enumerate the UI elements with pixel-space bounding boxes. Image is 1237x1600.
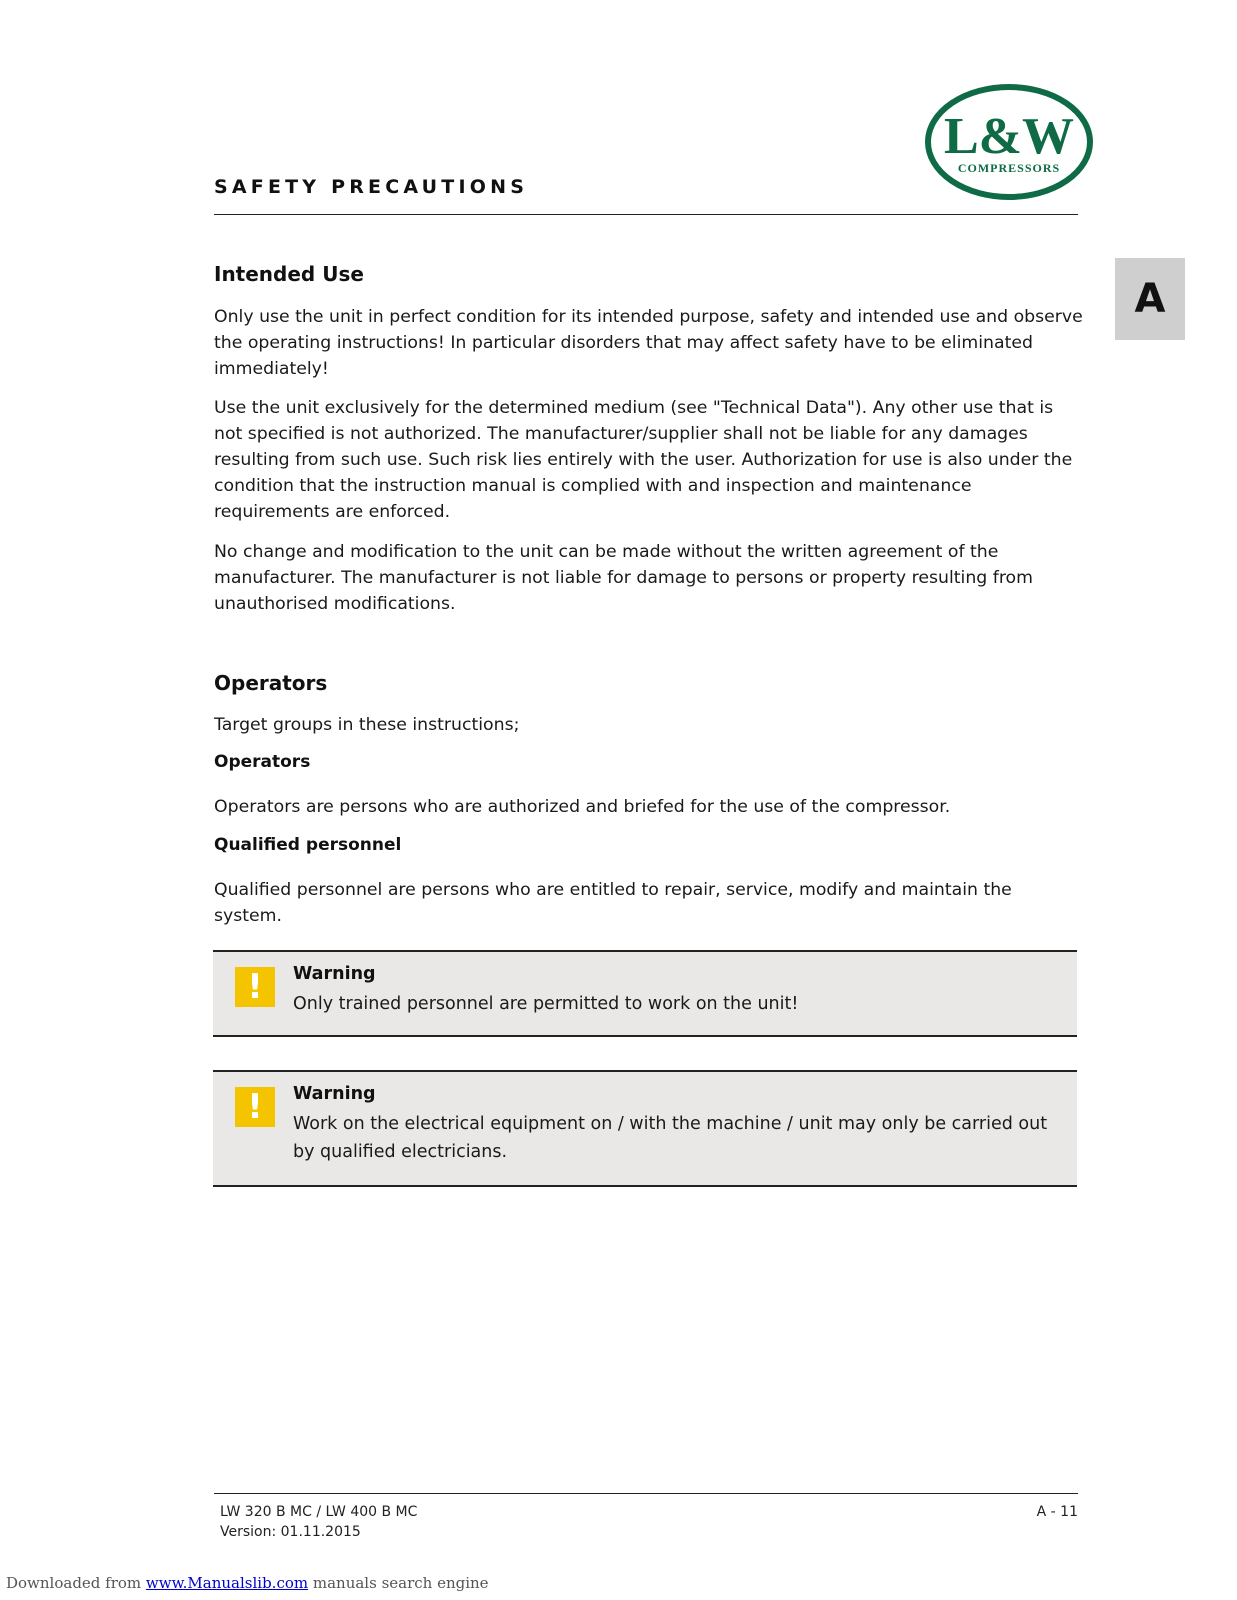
intended-use-paragraph-3: No change and modification to the unit can be made without the written agreement of the manufacturer. The manufacturer is not liable for damage to persons or property resulting from unauthorised modifications. [214, 542, 1033, 614]
warning-text: Only trained personnel are permitted to work on the unit! [293, 994, 799, 1014]
warning-box-2 [213, 1070, 1077, 1187]
operators-text: Operators are persons who are authorized and briefed for the use of the compressor. [214, 797, 951, 817]
qualified-subheading-wrap [214, 835, 1084, 855]
page-number: A - 11 [1036, 1504, 1078, 1520]
intended-use-heading: Intended Use [214, 262, 364, 286]
lw-compressors-logo [924, 83, 1094, 201]
warning-icon: ! [235, 1087, 275, 1127]
intended-use-paragraph-2-wrap [214, 395, 1084, 525]
operators-heading: Operators [214, 671, 328, 695]
warning-title: Warning [293, 964, 376, 984]
download-suffix: manuals search engine [308, 1574, 489, 1592]
manualslib-link[interactable]: www.Manualslib.com [145, 1574, 309, 1592]
qualified-personnel-subheading: Qualified personnel [214, 835, 402, 855]
warning-text: Work on the electrical equipment on / with the machine / unit may only be carried out by qualified electricians. [293, 1114, 1048, 1162]
operators-intro: Target groups in these instructions; [214, 715, 520, 735]
footer-version: Version: 01.11.2015 [220, 1524, 361, 1540]
logo-main-text: L&W [944, 108, 1074, 165]
chapter-tab: A [1115, 258, 1185, 340]
warning-title: Warning [293, 1084, 376, 1104]
download-prefix: Downloaded from [6, 1574, 146, 1592]
operators-section [214, 671, 1084, 695]
warning-icon: ! [235, 967, 275, 1007]
intended-use-paragraph-1: Only use the unit in perfect condition for its intended purpose, safety and intended use and observe the operating instructions! In particular disorders that may affect safety have to be eliminated immediately! [214, 307, 1083, 379]
section-title: SAFETY PRECAUTIONS [214, 176, 529, 198]
operators-text-wrap [214, 794, 1084, 820]
download-source-line [6, 1574, 489, 1592]
intended-use-section [214, 262, 1084, 286]
operators-subheading: Operators [214, 752, 311, 772]
header-divider [214, 214, 1078, 215]
qualified-personnel-text: Qualified personnel are persons who are entitled to repair, service, modify and maintain the system. [214, 880, 1012, 926]
intended-use-paragraph-3-wrap [214, 539, 1084, 617]
operators-intro-wrap [214, 712, 1084, 738]
footer-model: LW 320 B MC / LW 400 B MC [220, 1504, 418, 1520]
warning-box-1 [213, 950, 1077, 1037]
operators-subheading-wrap [214, 752, 1084, 772]
intended-use-paragraph-2: Use the unit exclusively for the determined medium (see "Technical Data"). Any other use that is not specified is not authorized. The manufacturer/supplier shall not be liable for any damages resulting from such use. Such risk lies entirely with the user. Authorization for use is also under the condition that the instruction manual is complied with and inspection and maintenance requirements are enforced. [214, 398, 1073, 522]
footer-divider [214, 1493, 1078, 1494]
intended-use-paragraph-1-wrap [214, 304, 1084, 382]
logo-sub-text: COMPRESSORS [957, 161, 1061, 175]
qualified-text-wrap [214, 877, 1084, 929]
